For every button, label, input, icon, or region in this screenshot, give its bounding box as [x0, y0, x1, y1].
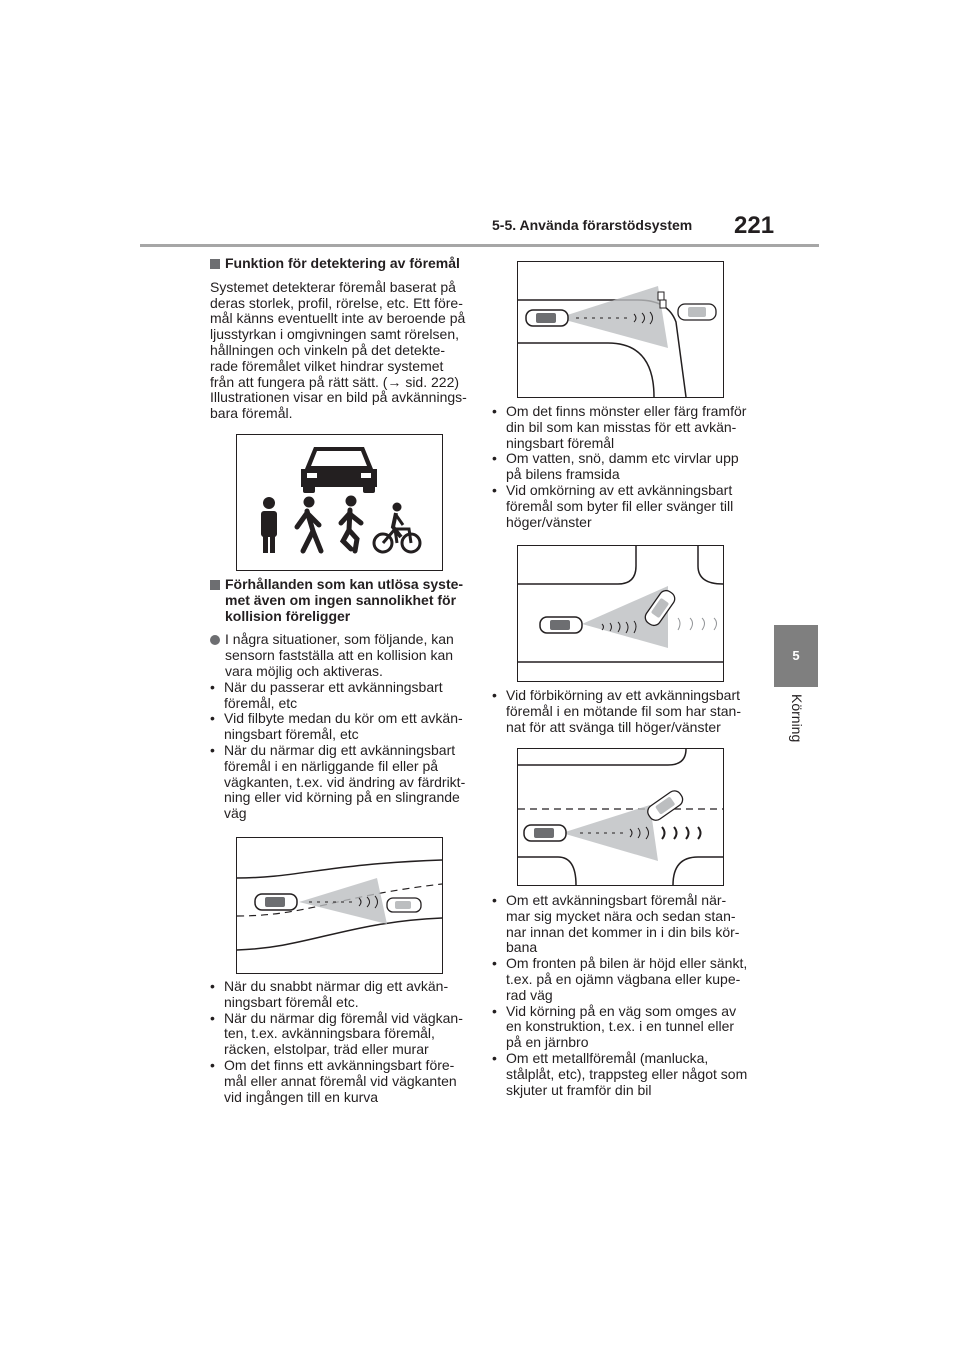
- square-bullet-icon: [210, 580, 220, 590]
- list-item: • När du närmar dig föremål vid vägkan- ten, t.ex. avkänningsbara föremål, räcken, elstolpar, träd eller murar: [210, 1009, 463, 1058]
- list-item: • När du snabbt närmar dig ett avkän- ningsbart föremål etc.: [210, 978, 449, 1010]
- page-number: 221: [734, 212, 775, 239]
- own-car-icon: [526, 310, 568, 326]
- running-pedestrian-icon: [341, 496, 361, 552]
- square-bullet-icon: [210, 259, 220, 269]
- right-bullets-3: [492, 893, 757, 1098]
- own-car-icon: [255, 894, 297, 910]
- list-item: • När du passerar ett avkänningsbart föremål, etc: [210, 678, 443, 711]
- walking-pedestrian-icon: [297, 497, 321, 552]
- figure-winding-road: [236, 837, 443, 974]
- right-bullets-1: [492, 404, 754, 530]
- list-item: • Om det finns mönster eller färg framför din bil som kan misstas för ett avkän- ningsbart föremål: [492, 403, 747, 451]
- circle-item: I några situationer, som följande, kan sensorn fastställa att en kollision kan vara möjlig och aktiveras.: [210, 632, 472, 679]
- figure-overtaking-lane-change: [517, 545, 724, 682]
- cyclist-icon: [374, 503, 420, 553]
- chapter-tab-number: 5: [774, 625, 818, 687]
- list-item: • Om vatten, snö, damm etc virvlar upp på bilens framsida: [492, 450, 739, 483]
- list-item: • Vid förbikörning av ett avkänningsbart föremål i en mötande fil som har stan- nat för att svänga till höger/vänster: [492, 687, 741, 735]
- right-bullets-2: [492, 688, 754, 735]
- header-rule: [140, 244, 819, 247]
- target-car-icon: [678, 304, 716, 320]
- left-bullets-2: [210, 979, 472, 1105]
- list-item: • Om ett metallföremål (manlucka, stålplåt, etc), trappsteg eller något som skjuter ut framför din bil: [492, 1049, 748, 1098]
- bullet-list-left-1: [210, 680, 472, 822]
- target-car-icon: [387, 898, 421, 912]
- figure-detectable-objects: [236, 434, 443, 571]
- list-item: • När du närmar dig ett avkänningsbart föremål i en närliggande fil eller på vägkanten, t.ex. vid ändring av färdrikt- ning eller vid körning på en slingrande väg: [210, 741, 466, 822]
- car-front-icon: [301, 447, 377, 493]
- list-item: • Vid filbyte medan du kör om ett avkän- ningsbart föremål, etc: [210, 710, 463, 743]
- circle-bullet-icon: [210, 635, 220, 645]
- chapter-tab-label: Körning: [789, 694, 805, 743]
- list-item: • Om ett avkänningsbart föremål när- mar sig mycket nära och sedan stan- nar innan det kommer in i din bils kör- bana: [492, 892, 740, 956]
- heading-conditions: Förhållanden som kan utlösa syste- met även om ingen sannolikhet för kollision föreligger: [210, 577, 472, 624]
- intro-paragraph: Systemet detekterar föremål baserat på deras storlek, profil, rörelse, etc. Ett före- mål känns eventuellt inte av beroende på ljusstyrkan i omgivningen samt rörelsen, hållningen och vinkeln på det detekte- rade föremålet vilket hindrar systemet från att fungera på rätt sätt. (→ sid. 222) Illustrationen visar en bild på avkännings- bara föremål.: [210, 278, 467, 422]
- pedestrian-icon: [261, 497, 277, 553]
- figure-oncoming-turning: [517, 748, 724, 886]
- list-item: • Vid körning på en väg som omges av en konstruktion, t.ex. i en tunnel eller på en järnbro: [492, 1002, 737, 1051]
- figure-turning-vehicle: [517, 261, 724, 398]
- list-item: • Om fronten på bilen är höjd eller sänkt, t.ex. på en ojämn vägbana eller kupe- rad väg: [492, 955, 748, 1003]
- own-car-icon: [524, 825, 566, 841]
- list-item: • Vid omkörning av ett avkänningsbart föremål som byter fil eller svänger till höger/vänster: [492, 481, 734, 530]
- left-conditions: [210, 577, 472, 822]
- list-item: • Om det finns ett avkänningsbart före- mål eller annat föremål vid vägkanten vid ingången till en kurva: [210, 1056, 457, 1105]
- section-title: 5-5. Använda förarstödsystem: [492, 217, 693, 233]
- left-intro: [210, 256, 470, 422]
- target-car-icon: [645, 788, 685, 823]
- own-car-icon: [540, 617, 582, 633]
- heading-object-detection: Funktion för detektering av föremål: [210, 256, 470, 272]
